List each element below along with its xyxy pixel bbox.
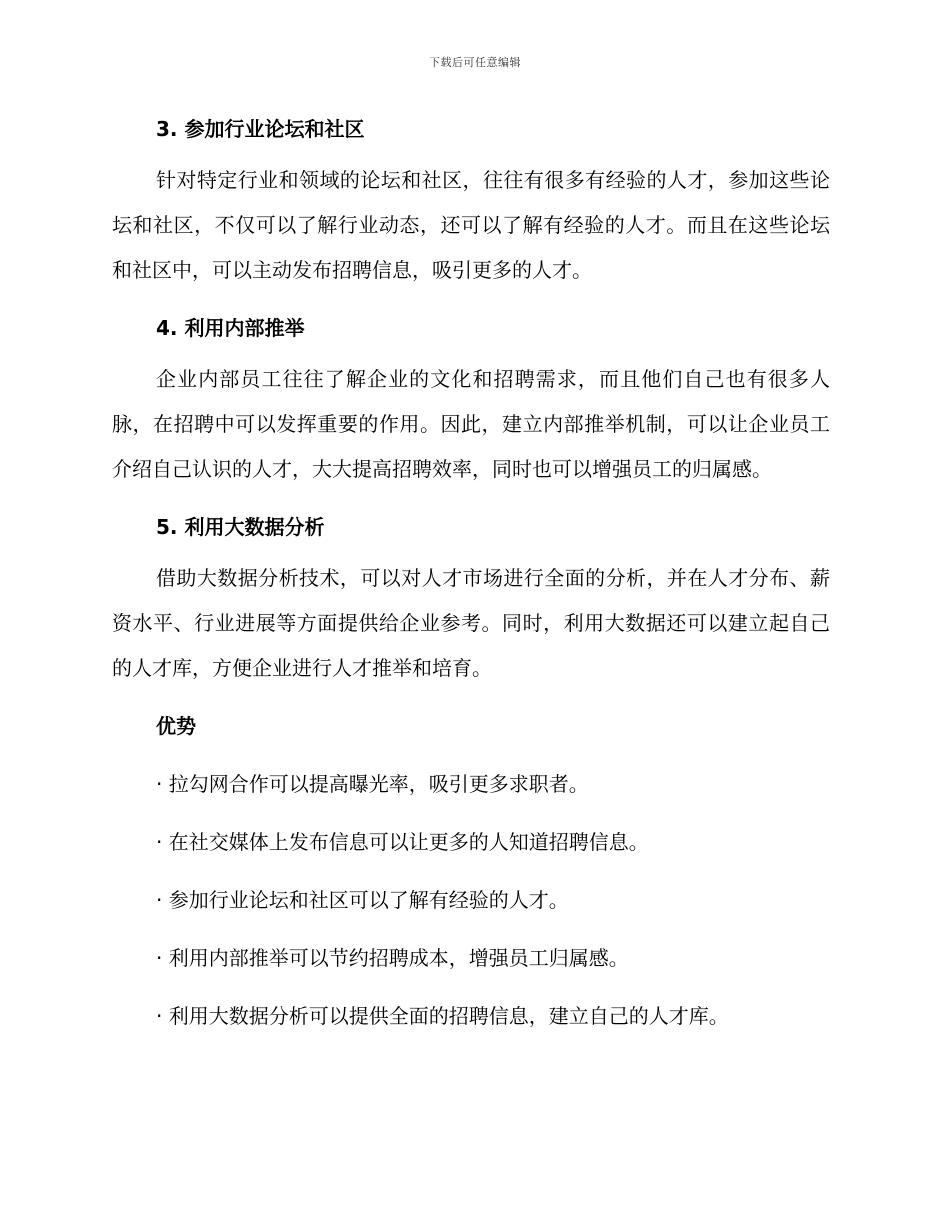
advantage-item: · 参加行业论坛和社区可以了解有经验的人才。	[156, 888, 569, 912]
advantage-item: · 利用大数据分析可以提供全面的招聘信息，建立自己的人才库。	[156, 1004, 729, 1028]
section-heading-forums: 3. 参加行业论坛和社区	[156, 117, 365, 141]
advantage-item: · 拉勾网合作可以提高曝光率，吸引更多求职者。	[156, 772, 589, 796]
document-body	[112, 110, 830, 1035]
section-heading-referral: 4. 利用内部推举	[156, 316, 305, 340]
section-paragraph-referral: 企业内部员工往往了解企业的文化和招聘需求，而且他们自己也有很多人脉，在招聘中可以发挥重要的作用。因此，建立内部推举机制，可以让企业员工介绍自己认识的人才，大大提高招聘效率，同时也可以增强员工的归属感。	[112, 367, 830, 481]
header-note: 下载后可任意编辑	[429, 56, 521, 69]
section-paragraph-forums: 针对特定行业和领域的论坛和社区，往往有很多有经验的人才，参加这些论坛和社区，不仅可以了解行业动态，还可以了解有经验的人才。而且在这些论坛和社区中，可以主动发布招聘信息，吸引更多的人才。	[112, 168, 830, 282]
section-paragraph-bigdata: 借助大数据分析技术，可以对人才市场进行全面的分析，并在人才分布、薪资水平、行业进展等方面提供给企业参考。同时，利用大数据还可以建立起自己的人才库，方便企业进行人才推举和培育。	[112, 566, 830, 680]
advantages-heading: 优势	[156, 714, 196, 738]
advantage-item: · 在社交媒体上发布信息可以让更多的人知道招聘信息。	[156, 830, 649, 854]
advantage-item: · 利用内部推举可以节约招聘成本，增强员工归属感。	[156, 946, 629, 970]
section-heading-bigdata: 5. 利用大数据分析	[156, 515, 325, 539]
